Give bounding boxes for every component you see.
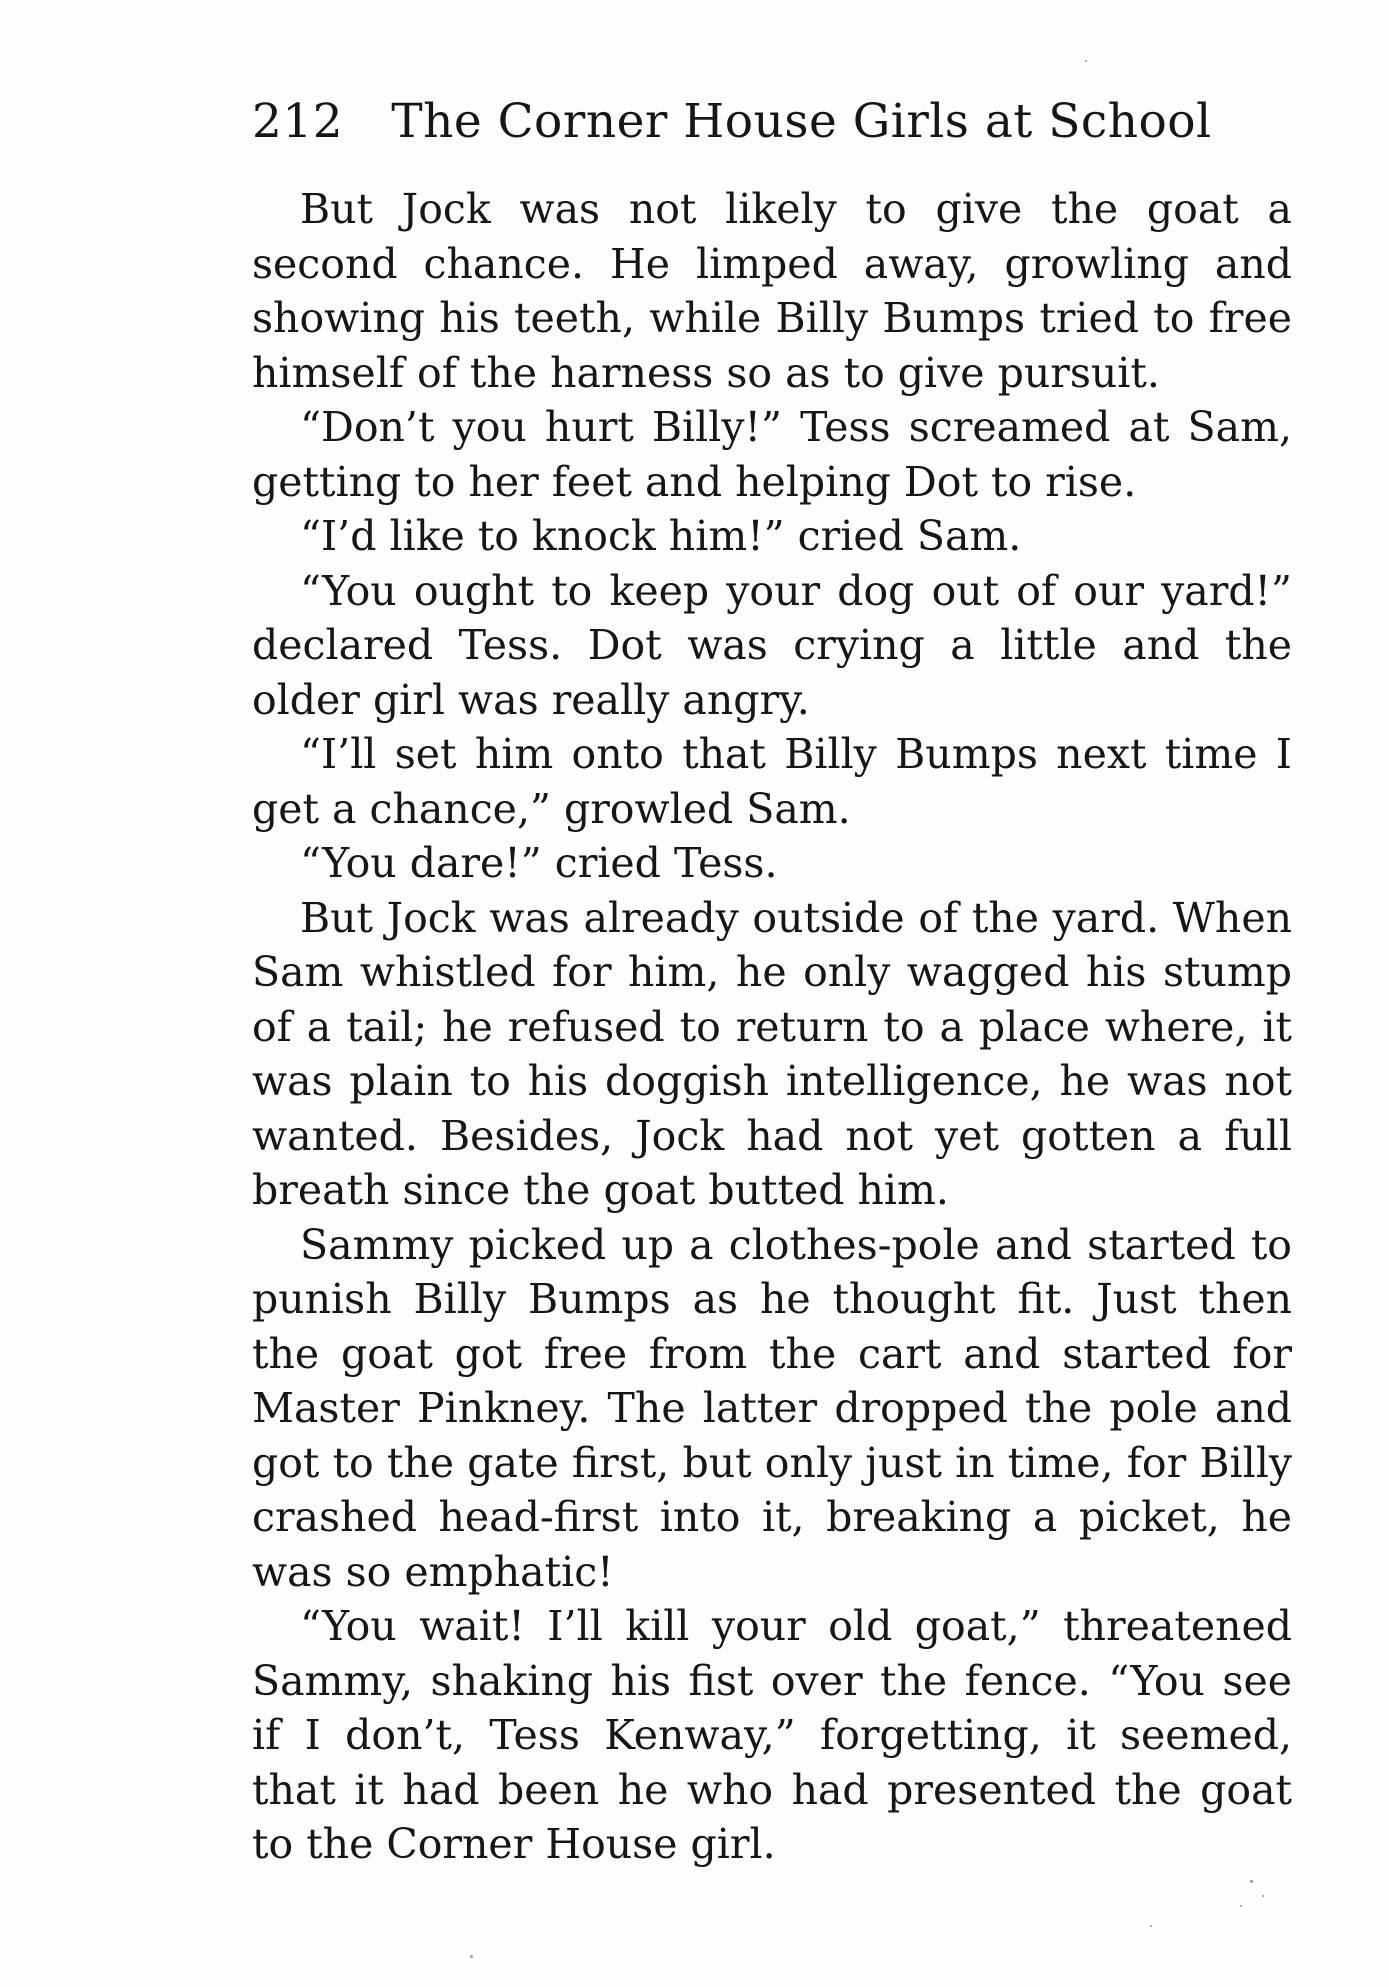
page-number: 212	[252, 94, 344, 149]
body-text	[252, 182, 1292, 1872]
paragraph: “I’ll set him onto that Billy Bumps next time I get a chance,” growled Sam.	[252, 730, 1292, 833]
scan-speck	[470, 1955, 473, 1958]
scan-speck	[1150, 1925, 1152, 1927]
scan-speck	[1262, 1895, 1264, 1897]
paragraph: Sammy picked up a clothes-pole and started to punish Billy Bumps as he thought fit. Just then the goat got free from the cart and started for Master Pinkney. The latter dropped the pole and got to the gate first, but only just in time, for Billy crashed head-first into it, breaking a picket, he was so emphatic!	[252, 1220, 1292, 1596]
paragraph: “You dare!” cried Tess.	[300, 839, 778, 887]
page-header	[252, 92, 1292, 152]
paragraph: “You ought to keep your dog out of our yard!” declared Tess. Dot was crying a little and the older girl was really angry.	[252, 566, 1292, 724]
scan-speck	[1240, 1905, 1242, 1907]
paragraph: “You wait! I’ll kill your old goat,” threatened Sammy, shaking his fist over the fence. “You see if I don’t, Tess Kenway,” forgetting, it seemed, that it had been he who had presented the goat to the Corner House girl.	[252, 1602, 1292, 1868]
scan-speck	[1250, 1880, 1253, 1883]
scan-speck	[1085, 60, 1087, 62]
paragraph: “Don’t you hurt Billy!” Tess screamed at Sam, getting to her feet and helping Dot to rise.	[252, 403, 1292, 506]
running-title: The Corner House Girls at School	[391, 94, 1212, 149]
paragraph: “I’d like to knock him!” cried Sam.	[300, 512, 1022, 560]
paragraph: But Jock was not likely to give the goat a second chance. He limped away, growling and showing his teeth, while Billy Bumps tried to free himself of the harness so as to give pursuit.	[252, 185, 1292, 397]
paragraph: But Jock was already outside of the yard. When Sam whistled for him, he only wagged his stump of a tail; he refused to return to a place where, it was plain to his doggish intelligence, he was not wanted. Besides, Jock had not yet gotten a full breath since the goat butted him.	[252, 893, 1292, 1214]
